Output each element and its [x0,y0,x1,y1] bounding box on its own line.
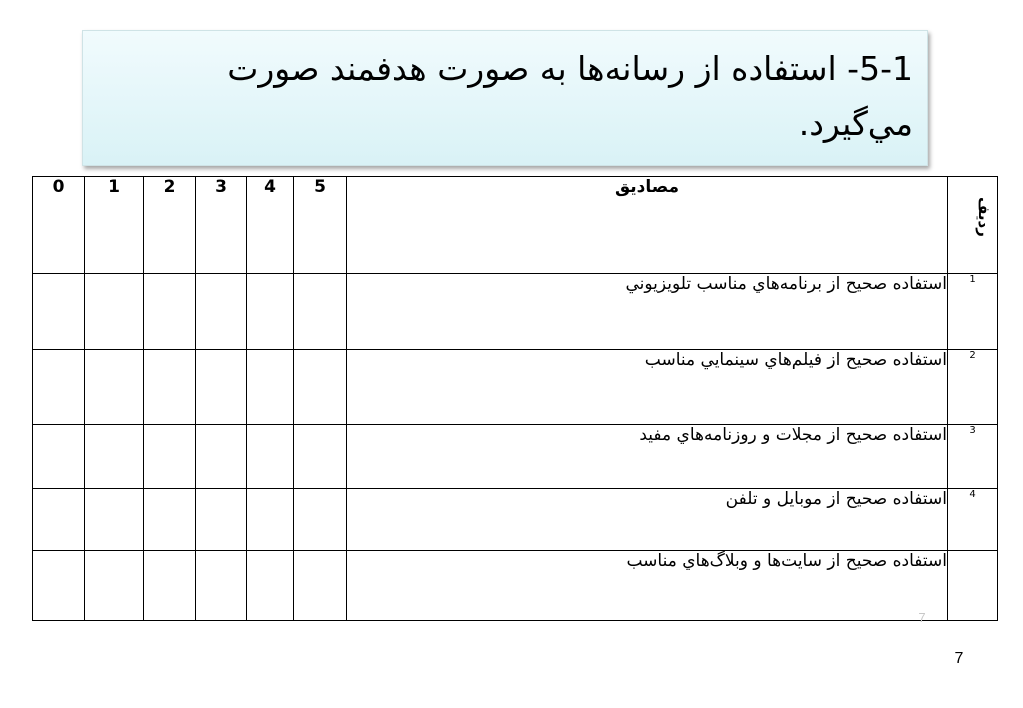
score-cell[interactable] [144,274,196,350]
row-number: 3 [948,425,998,489]
score-cell[interactable] [294,551,347,621]
example-text: استفاده صحيح از فيلم‌هاي سينمايي مناسب [347,350,948,425]
score-header-1: 1 [85,177,144,274]
page-number-faint: 7 [918,610,926,625]
score-header-4: 4 [247,177,294,274]
score-header-2: 2 [144,177,196,274]
score-cell[interactable] [247,350,294,425]
score-header-5: 5 [294,177,347,274]
table-row [33,274,998,350]
row-number [948,551,998,621]
score-cell[interactable] [196,350,247,425]
score-cell[interactable] [85,350,144,425]
score-cell[interactable] [33,274,85,350]
example-text: استفاده صحيح از مجلات و روزنامه‌هاي مفيد [347,425,948,489]
score-cell[interactable] [33,551,85,621]
title-line-1: 5-1- استفاده از رسانه‌ها به صورت هدفمند صورت [227,49,913,88]
example-text: استفاده صحيح از برنامه‌هاي مناسب تلويزيوني [347,274,948,350]
score-cell[interactable] [33,489,85,551]
example-text: استفاده صحيح از موبايل و تلفن [347,489,948,551]
row-number-header [948,177,998,274]
table-row [33,350,998,425]
score-cell[interactable] [85,551,144,621]
score-cell[interactable] [247,551,294,621]
row-number: 2 [948,350,998,425]
score-cell[interactable] [144,425,196,489]
table-row [33,489,998,551]
table-row [33,551,998,621]
score-cell[interactable] [247,489,294,551]
score-cell[interactable] [294,489,347,551]
score-cell[interactable] [247,425,294,489]
score-cell[interactable] [85,425,144,489]
row-number: 1 [948,274,998,350]
score-cell[interactable] [294,350,347,425]
example-text: استفاده صحيح از سايت‌ها و وبلاگ‌هاي مناسب [347,551,948,621]
score-header-0: 0 [33,177,85,274]
examples-header: مصاديق [347,177,948,274]
score-cell[interactable] [144,489,196,551]
score-cell[interactable] [144,551,196,621]
evaluation-table [32,176,998,621]
score-cell[interactable] [85,274,144,350]
page-number: 7 [954,650,964,667]
score-cell[interactable] [294,425,347,489]
title-box [82,30,928,166]
score-cell[interactable] [294,274,347,350]
score-cell[interactable] [33,350,85,425]
table-header-row [33,177,998,274]
row-number: 4 [948,489,998,551]
score-cell[interactable] [85,489,144,551]
title-line-2: مي‌گيرد. [798,104,913,143]
table-row [33,425,998,489]
score-cell[interactable] [196,551,247,621]
row-number-header-label: رديف [975,197,993,237]
score-cell[interactable] [144,350,196,425]
score-cell[interactable] [196,274,247,350]
score-cell[interactable] [247,274,294,350]
score-cell[interactable] [196,489,247,551]
score-cell[interactable] [33,425,85,489]
score-cell[interactable] [196,425,247,489]
score-header-3: 3 [196,177,247,274]
